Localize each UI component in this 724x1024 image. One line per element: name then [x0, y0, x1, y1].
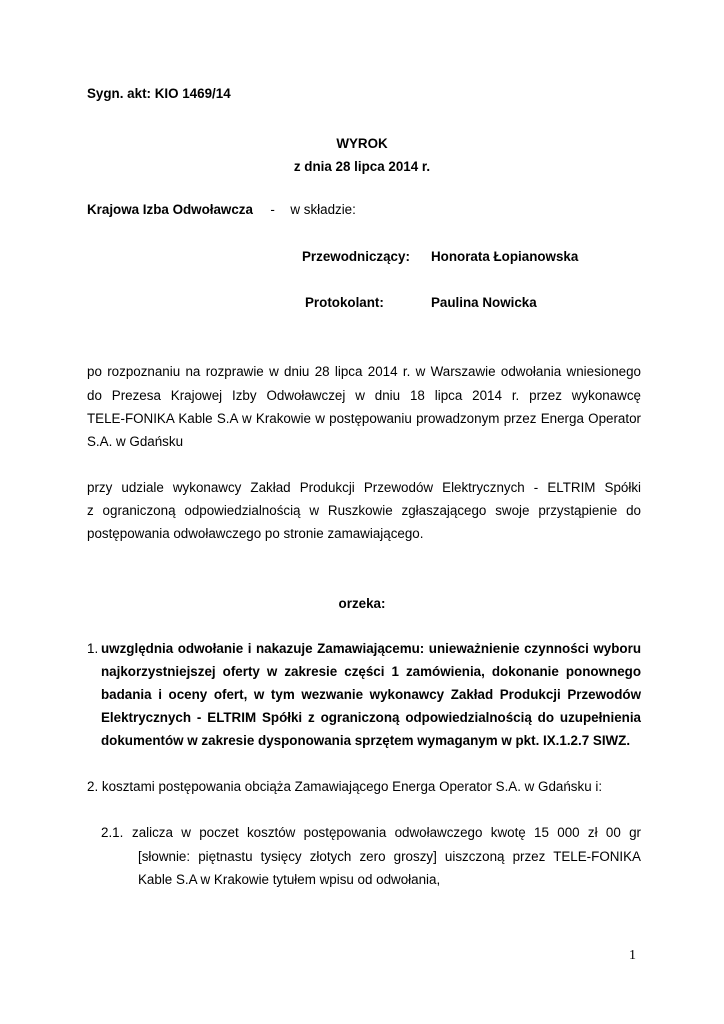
composition-line	[87, 202, 356, 217]
tribunal-name: Krajowa Izba Odwoławcza	[87, 202, 253, 217]
point-2-1-line-2: [słownie: piętnastu tysięcy złotych zero groszy] uiszczoną przez TELE-FONIKA	[138, 849, 641, 864]
point-2-1-line-3: Kable S.A w Krakowie tytułem wpisu od odwołania,	[138, 872, 441, 887]
point-1-line-5: dokumentów w zakresie dysponowania sprzętem wymaganym w pkt. IX.1.2.7 SIWZ.	[101, 733, 631, 748]
chair-name: Honorata Łopianowska	[431, 249, 579, 264]
point-2-1-line-1: zalicza w poczet kosztów postępowania odwoławczego kwotę 15 000 zł 00 gr	[132, 825, 641, 840]
intro-line-3: TELE-FONIKA Kable S.A w Krakowie w postępowaniu prowadzonym przez Energa Operator	[87, 411, 641, 426]
clerk-name: Paulina Nowicka	[431, 295, 537, 310]
point-1-line-1: uwzględnia odwołanie i nakazuje Zamawiającemu: unieważnienie czynności wyboru	[101, 641, 641, 656]
intro-line-1: po rozpoznaniu na rozprawie w dniu 28 lipca 2014 r. w Warszawie odwołania wniesionego	[87, 364, 641, 379]
point-1-line-4: Elektrycznych - ELTRIM Spółki z ograniczoną odpowiedzialnością do uzupełnienia	[101, 710, 641, 725]
chair-label: Przewodniczący:	[302, 249, 410, 264]
participant-line-3: postępowania odwoławczego po stronie zamawiającego.	[87, 526, 424, 541]
point-1-line-2: najkorzystniejszej oferty w zakresie części 1 zamówienia, dokonanie ponownego	[101, 664, 641, 679]
clerk-label: Protokolant:	[305, 295, 384, 310]
document-date: z dnia 28 lipca 2014 r.	[293, 159, 431, 174]
point-1-line-3: badania i oceny ofert, w tym wezwanie wykonawcy Zakład Produkcji Przewodów	[101, 687, 641, 702]
participant-line-1: przy udziale wykonawcy Zakład Produkcji Przewodów Elektrycznych - ELTRIM Spółki	[87, 480, 641, 495]
composition-label: w składzie:	[290, 202, 356, 217]
intro-line-2: do Prezesa Krajowej Izby Odwoławczej w dniu 18 lipca 2014 r. przez wykonawcę	[87, 388, 641, 403]
document-title: WYROK	[336, 136, 388, 151]
case-signature: Sygn. akt: KIO 1469/14	[87, 86, 231, 101]
composition-dash: -	[270, 202, 275, 217]
ruling-heading: orzeka:	[338, 596, 386, 611]
point-2-text: 2. kosztami postępowania obciąża Zamawiającego Energa Operator S.A. w Gdańsku i:	[87, 779, 603, 794]
page-number: 1	[629, 948, 636, 963]
point-1-number: 1.	[87, 641, 99, 656]
intro-line-4: S.A. w Gdańsku	[87, 434, 184, 449]
point-2-1-number: 2.1.	[101, 825, 124, 840]
participant-line-2: z ograniczoną odpowiedzialnością w Ruszkowie zgłaszającego swoje przystąpienie do	[87, 503, 641, 518]
